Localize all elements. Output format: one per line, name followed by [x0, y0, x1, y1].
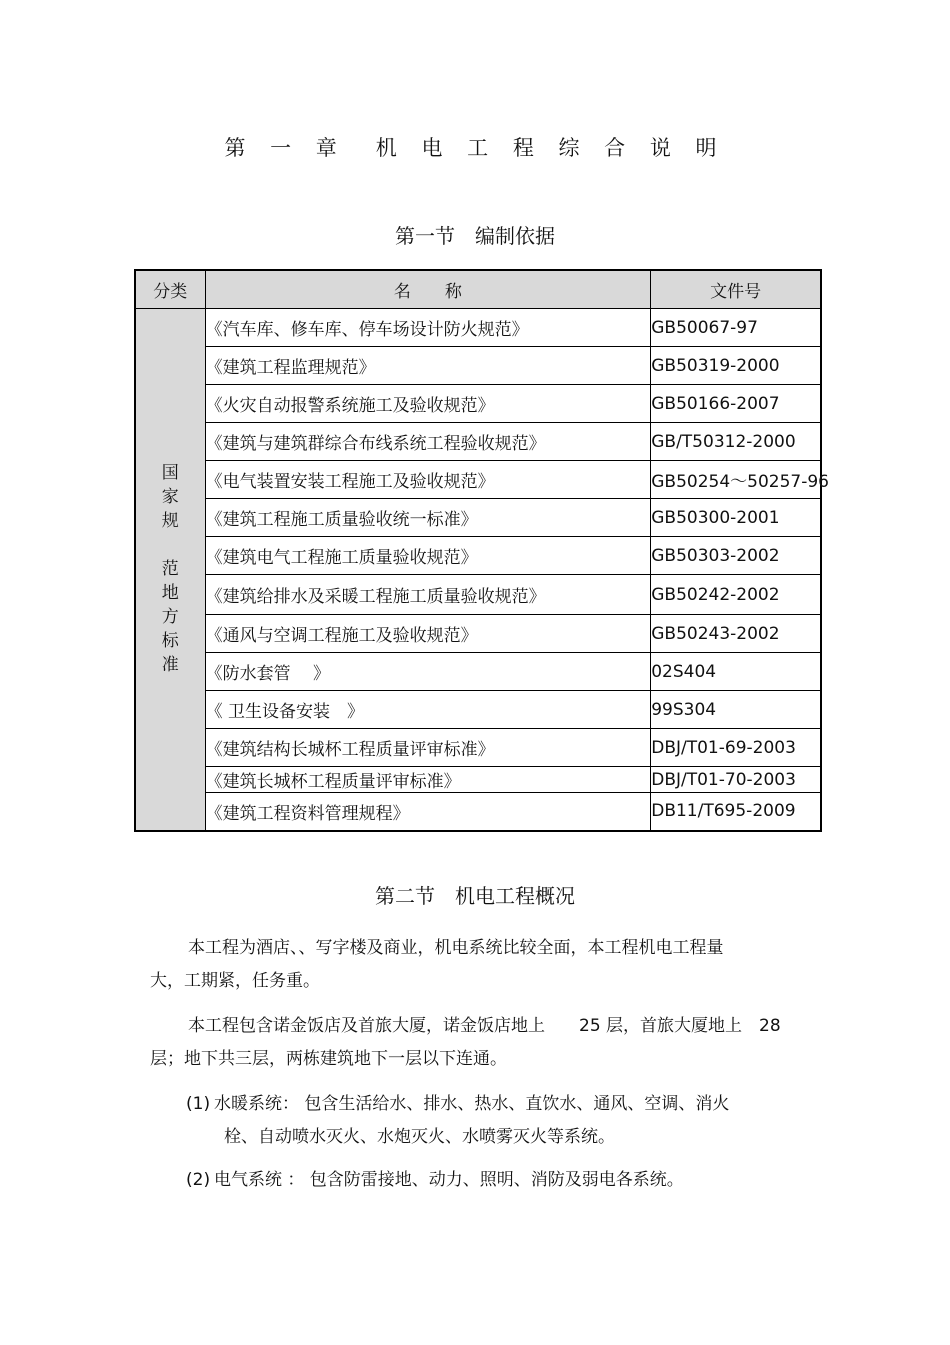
standard-name: 《建筑工程资料管理规程》	[205, 793, 651, 831]
paragraph-1	[150, 932, 820, 998]
list-item-1-line-2: 栓、自动喷水灭火、水炮灭火、水喷雾灭火等系统。	[224, 1127, 615, 1147]
table-row	[135, 423, 821, 461]
category-char: 规	[161, 511, 179, 532]
paragraph-1-line-2: 大，工期紧，任务重。	[150, 971, 320, 991]
standard-name: 《建筑工程施工质量验收统一标准》	[205, 499, 651, 537]
standard-code: DB11/T695-2009	[651, 793, 821, 831]
table-row	[135, 385, 821, 423]
header-category: 分类	[135, 270, 205, 309]
standard-code: GB50254～50257-96	[651, 461, 821, 499]
paragraph-2	[150, 1010, 820, 1076]
section-title-basis: 第一节 编制依据	[395, 224, 555, 248]
list-item-2-number: (2)	[186, 1170, 211, 1190]
table-row	[135, 729, 821, 767]
standard-name: 《火灾自动报警系统施工及验收规范》	[205, 385, 651, 423]
section-title-overview: 第二节 机电工程概况	[375, 884, 575, 908]
standard-name: 《建筑工程监理规范》	[205, 347, 651, 385]
list-item-2	[186, 1164, 786, 1197]
standard-code: GB50242-2002	[651, 575, 821, 615]
paragraph-2-line-2: 层；地下共三层，两栋建筑地下一层以下连通。	[150, 1049, 507, 1069]
list-item-1	[186, 1088, 786, 1154]
standard-code: GB50319-2000	[651, 347, 821, 385]
standard-code: DBJ/T01-70-2003	[651, 767, 821, 793]
table-row	[135, 653, 821, 691]
table-row	[135, 309, 821, 347]
standard-name: 《建筑长城杯工程质量评审标准》	[205, 767, 651, 793]
table-row	[135, 615, 821, 653]
standard-name: 《防水套管 》	[205, 653, 651, 691]
standard-code: GB50243-2002	[651, 615, 821, 653]
standard-code: DBJ/T01-69-2003	[651, 729, 821, 767]
standard-name: 《通风与空调工程施工及验收规范》	[205, 615, 651, 653]
category-char: 地	[161, 583, 179, 604]
table-row	[135, 691, 821, 729]
table-row	[135, 793, 821, 831]
category-char: 家	[161, 487, 179, 508]
paragraph-2-line-1: 本工程包含诺金饭店及首旅大厦，诺金饭店地上 25 层，首旅大厦地上 28	[188, 1016, 781, 1036]
standard-name: 《建筑电气工程施工质量验收规范》	[205, 537, 651, 575]
standard-name: 《汽车库、修车库、停车场设计防火规范》	[205, 309, 651, 347]
table-row	[135, 575, 821, 615]
standard-name: 《建筑与建筑群综合布线系统工程验收规范》	[205, 423, 651, 461]
table-row	[135, 461, 821, 499]
table-body	[135, 309, 829, 831]
standard-code: GB50166-2007	[651, 385, 821, 423]
standard-name: 《 卫生设备安装 》	[205, 691, 651, 729]
category-char: 国	[161, 463, 179, 484]
chapter-title: 第 一 章 机 电 工 程 综 合 说 明	[224, 136, 726, 160]
table-row	[135, 499, 821, 537]
standard-code: GB50067-97	[651, 309, 821, 347]
category-char: 方	[161, 607, 179, 628]
list-item-1-number: (1)	[186, 1094, 211, 1114]
list-item-1-line-1: 水暖系统： 包含生活给水、排水、热水、直饮水、通风、空调、消火	[214, 1094, 730, 1114]
header-code: 文件号	[651, 270, 821, 309]
category-char: 准	[161, 655, 179, 676]
standard-code: GB50300-2001	[651, 499, 821, 537]
category-cell	[135, 309, 205, 831]
standard-name: 《建筑结构长城杯工程质量评审标准》	[205, 729, 651, 767]
table-row	[135, 347, 821, 385]
standard-name: 《电气装置安装工程施工及验收规范》	[205, 461, 651, 499]
standard-code: 99S304	[651, 691, 821, 729]
standard-name: 《建筑给排水及采暖工程施工质量验收规范》	[205, 575, 651, 615]
standard-code: GB/T50312-2000	[651, 423, 821, 461]
standards-table	[134, 269, 829, 832]
category-char: 标	[161, 631, 179, 652]
paragraph-1-line-1: 本工程为酒店、、写字楼及商业，机电系统比较全面，本工程机电工程量	[188, 938, 724, 958]
standard-code: 02S404	[651, 653, 821, 691]
header-name: 名 称	[205, 270, 651, 309]
category-char: 范	[161, 559, 179, 580]
standard-code: GB50303-2002	[651, 537, 821, 575]
table-header-row	[135, 270, 821, 309]
table-row	[135, 537, 821, 575]
table-row	[135, 767, 821, 793]
list-item-2-line-1: 电气系统 ： 包含防雷接地、动力、照明、消防及弱电各系统。	[214, 1170, 684, 1190]
category-char	[160, 533, 180, 557]
